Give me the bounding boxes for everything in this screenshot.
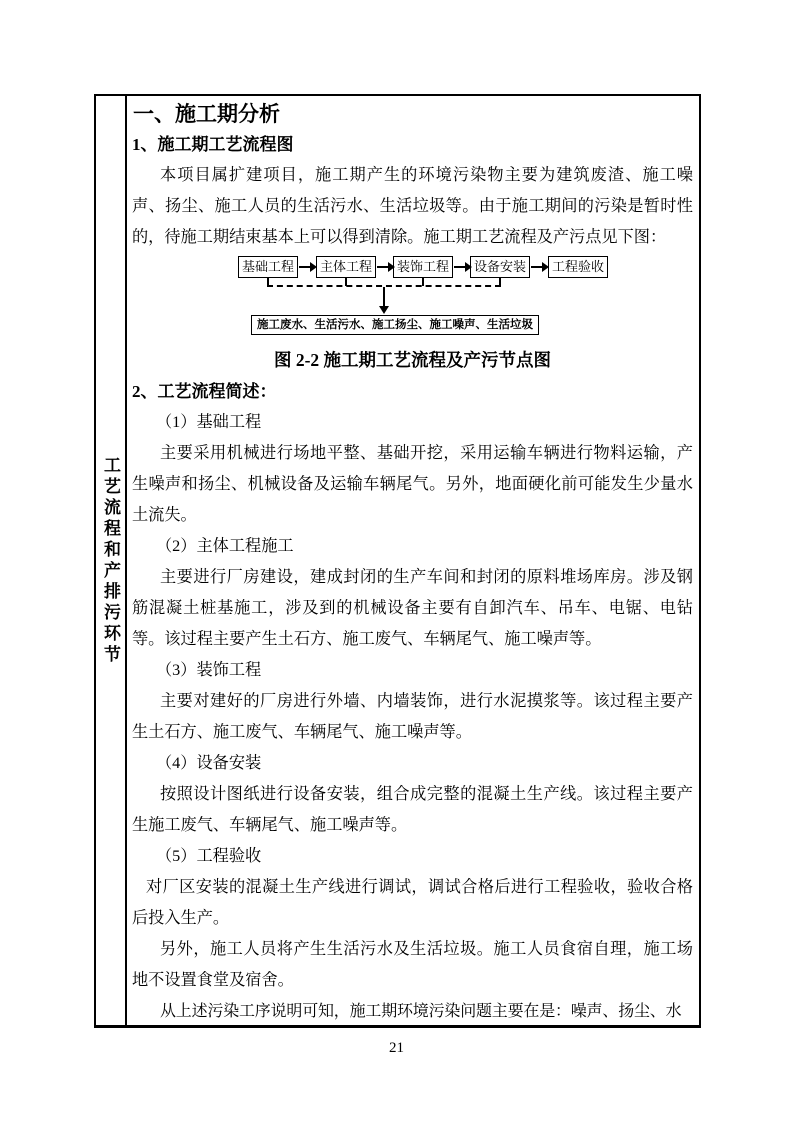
item-3-heading: （3）装饰工程 bbox=[156, 661, 262, 679]
item-3-body: 主要对建好的厂房进行外墙、内墙装饰，进行水泥摸浆等。该过程主要产生土石方、施工废气、车辆尾气、施工噪声等。 bbox=[132, 692, 693, 741]
closing-paragraph: 从上述污染工序说明可知，施工期环境污染问题主要在是：噪声、扬尘、水 bbox=[160, 1003, 682, 1020]
page-number: 21 bbox=[389, 1040, 404, 1056]
item-5-body: 对厂区安装的混凝土生产线进行调试，调试合格后进行工程验收，验收合格后投入生产。 bbox=[132, 878, 693, 927]
note-paragraph: 另外，施工人员将产生生活污水及生活垃圾。施工人员食宿自理，施工场地不设置食堂及宿舍。 bbox=[132, 940, 693, 989]
flow-down-line bbox=[383, 287, 385, 307]
process-flowchart bbox=[132, 256, 693, 344]
row-header-cell bbox=[96, 96, 127, 1025]
arrow-down-icon bbox=[379, 306, 389, 314]
content-cell bbox=[127, 96, 699, 1025]
flow-step-decoration: 装饰工程 bbox=[393, 256, 453, 278]
intro-paragraph: 本项目属扩建项目，施工期产生的环境污染物主要为建筑废渣、施工噪声、扬尘、施工人员的生活污水、生活垃圾等。由于施工期间的污染是暂时性的，待施工期结束基本上可以得到清除。施工期工艺流程及产污点见下图： bbox=[132, 166, 693, 246]
item-2-heading: （2）主体工程施工 bbox=[156, 537, 294, 555]
row-header-label: 工艺流程和产排污环节 bbox=[101, 455, 120, 666]
arrow-right-icon bbox=[377, 266, 388, 268]
item-1-heading: （1）基础工程 bbox=[156, 413, 262, 431]
flow-pollutants-box: 施工废水、生活污水、施工扬尘、施工噪声、生活垃圾 bbox=[251, 315, 539, 335]
item-2-body: 主要进行厂房建设，建成封闭的生产车间和封闭的原料堆场库房。涉及钢筋混凝土桩基施工，涉及到的机械设备主要有自卸汽车、吊车、电锯、电钻等。该过程主要产生土石方、施工废气、车辆尾气、施工噪声等。 bbox=[132, 568, 693, 648]
subsection2-title: 2、工艺流程简述： bbox=[132, 382, 277, 401]
document-table bbox=[94, 94, 701, 1028]
subsection1-title: 1、施工期工艺流程图 bbox=[132, 135, 294, 154]
item-1-body: 主要采用机械进行场地平整、基础开挖，采用运输车辆进行物料运输，产生噪声和扬尘、机械设备及运输车辆尾气。另外，地面硬化前可能发生少量水土流失。 bbox=[132, 444, 693, 524]
arrow-right-icon bbox=[454, 266, 465, 268]
flow-step-equipment-install: 设备安装 bbox=[470, 256, 530, 278]
arrow-right-icon bbox=[299, 266, 310, 268]
flow-step-acceptance: 工程验收 bbox=[548, 256, 608, 278]
flow-step-foundation: 基础工程 bbox=[238, 256, 298, 278]
item-5-heading: （5）工程验收 bbox=[156, 847, 262, 865]
item-4-heading: （4）设备安装 bbox=[156, 754, 262, 772]
section-title: 一、施工期分析 bbox=[133, 102, 280, 126]
item-4-body: 按照设计图纸进行设备安装，组合成完整的混凝土生产线。该过程主要产生施工废气、车辆尾气、施工噪声等。 bbox=[132, 785, 693, 834]
arrow-right-icon bbox=[531, 266, 542, 268]
figure-caption: 图 2-2 施工期工艺流程及产污节点图 bbox=[273, 350, 552, 370]
flow-step-main-structure: 主体工程 bbox=[316, 256, 376, 278]
